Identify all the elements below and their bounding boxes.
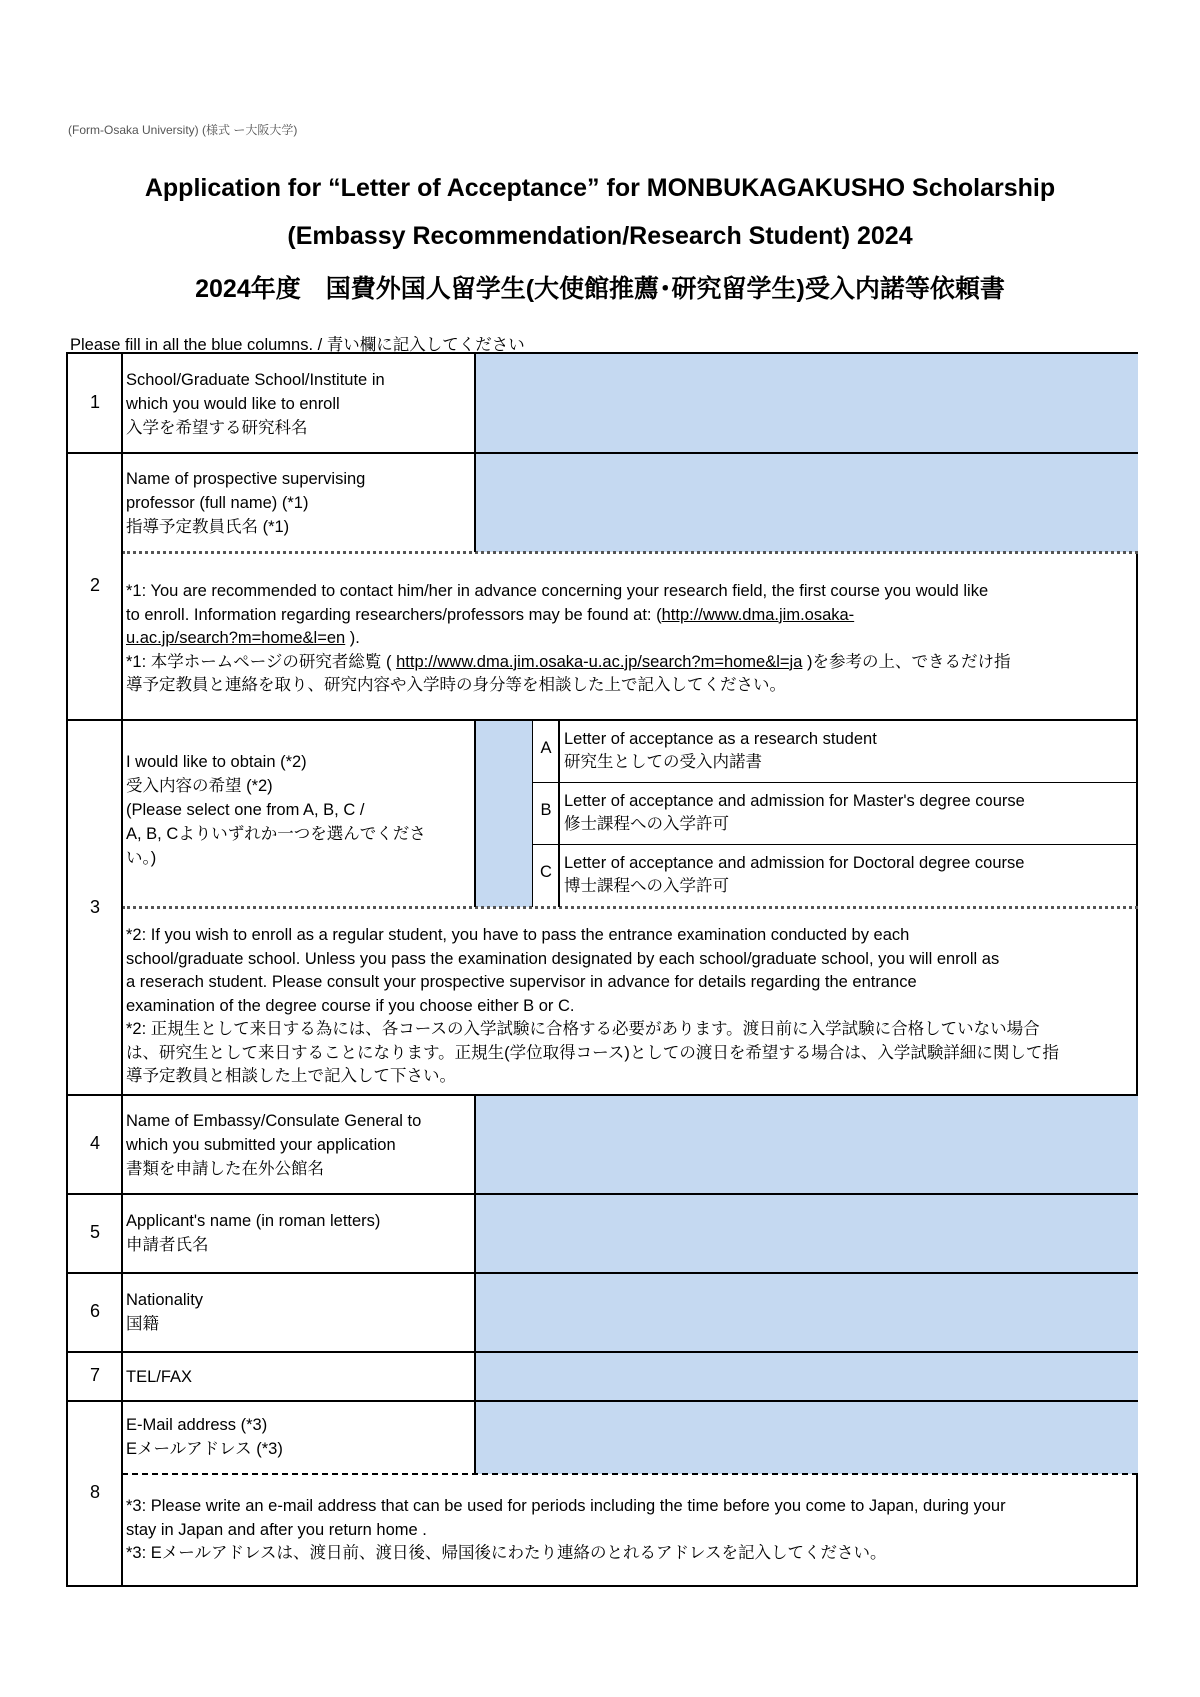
- email-label: E-Mail address (*3) Eメールアドレス (*3): [126, 1416, 283, 1458]
- nationality-label: Nationality 国籍: [126, 1291, 204, 1333]
- application-form-table: [66, 352, 1138, 1587]
- option-border: [532, 844, 1138, 845]
- row-border: [68, 1094, 1138, 1096]
- acceptance-choice-input[interactable]: [476, 720, 532, 907]
- tel-fax-label: TEL/FAX: [126, 1368, 193, 1386]
- note-divider: [122, 906, 1138, 909]
- row-border: [68, 719, 1138, 721]
- column-border: [474, 720, 476, 907]
- row-border: [68, 1193, 1138, 1195]
- school-label: School/Graduate School/Institute in which you would like to enroll 入学を希望する研究科名: [126, 371, 385, 437]
- row-number: 1: [89, 392, 100, 412]
- note-2: *2: If you wish to enroll as a regular student, you have to pass the entrance examination conducted by each school/graduate school. Unless you pass the examination designated by each school/graduate school, you will enroll as a reserach student. Please consult your prospective supervisor in advance for details regarding the entrance examination of the degree course if you choose either B or C. *2: 正規生として来日する為には、各コースの入学試験に合格する必要があります。渡日前に入学試験に合格していない場合 は、研究生として来日することになります。正規生(学位取得コース)としての渡日を希望する場合は、入学試験詳細に関して指 導予定教員と相談した上で記入して下さい。: [126, 926, 1059, 1085]
- row-number: 4: [89, 1133, 100, 1153]
- note-divider: [122, 551, 1138, 554]
- row-number: 8: [89, 1482, 100, 1502]
- option-b-text: Letter of acceptance and admission for Master's degree course 修士課程への入学許可: [564, 792, 1025, 833]
- number-column-border: [121, 354, 123, 1585]
- school-input-field[interactable]: [476, 354, 1138, 453]
- researcher-directory-link-en[interactable]: http://www.dma.jim.osaka-: [661, 605, 855, 624]
- column-border: [474, 1095, 476, 1474]
- option-a-key: A: [540, 739, 552, 757]
- acceptance-type-label: I would like to obtain (*2) 受入内容の希望 (*2) (Please select one from A, B, C / A, B, Cよりいずれか一つを選んでくださ い。): [126, 753, 426, 867]
- row-border: [68, 1351, 1138, 1353]
- note-1: *1: You are recommended to contact him/her in advance concerning your research field, the first course you would like to enroll. Information regarding researchers/professors may be found at: (http://www.dma.jim.osaka- u.ac.jp/search?m=home&l=en ). *1: 本学ホームページの研究者総覧 ( http://www.dma.jim.osaka-u.ac.jp/search?m=home&l=ja )を参考の上、できるだけ指 導予定教員と連絡を取り、研究内容や入学時の身分等を相談した上で記入してください。: [126, 582, 1011, 694]
- row-border: [68, 1400, 1138, 1402]
- supervisor-label: Name of prospective supervising professor (full name) (*1) 指導予定教員氏名 (*1): [126, 470, 366, 536]
- embassy-input-field[interactable]: [476, 1095, 1138, 1194]
- email-input-field[interactable]: [476, 1401, 1138, 1474]
- option-c-text: Letter of acceptance and admission for Doctoral degree course 博士課程への入学許可: [564, 854, 1025, 895]
- applicant-name-input-field[interactable]: [476, 1194, 1138, 1273]
- note-3: *3: Please write an e-mail address that can be used for periods including the time before you come to Japan, during your stay in Japan and after you return home . *3: Eメールアドレスは、渡日前、渡日後、帰国後にわたり連絡のとれるアドレスを記入してください。: [126, 1497, 1006, 1562]
- row-number: 6: [89, 1301, 100, 1321]
- row-number: 7: [89, 1365, 100, 1385]
- row-border: [68, 452, 1138, 454]
- applicant-name-label: Applicant's name (in roman letters) 申請者氏名: [126, 1212, 381, 1254]
- page-subtitle: (Embassy Recommendation/Research Student) 2024: [287, 222, 913, 250]
- page-title-japanese: 2024年度 国費外国人留学生(大使館推薦･研究留学生)受入内諾等依頼書: [195, 275, 1005, 303]
- row-number: 3: [89, 897, 100, 917]
- option-b-key: B: [540, 801, 552, 819]
- row-number: 5: [89, 1222, 100, 1242]
- row-number: 2: [89, 575, 100, 595]
- option-border: [532, 782, 1138, 783]
- embassy-label: Name of Embassy/Consulate General to which you submitted your application 書類を申請した在外公館名: [126, 1112, 422, 1178]
- note-divider: [122, 1473, 1138, 1475]
- column-border: [474, 354, 476, 552]
- option-c-key: C: [540, 863, 552, 881]
- row-border: [68, 1272, 1138, 1274]
- researcher-directory-link-ja[interactable]: http://www.dma.jim.osaka-u.ac.jp/search?m=home&l=ja: [396, 652, 803, 671]
- fill-instruction: Please fill in all the blue columns. / 青い欄に記入してください: [70, 336, 525, 354]
- researcher-directory-link-en-cont[interactable]: u.ac.jp/search?m=home&l=en: [126, 629, 346, 647]
- supervisor-input-field[interactable]: [476, 453, 1138, 552]
- tel-fax-input-field[interactable]: [476, 1352, 1138, 1401]
- option-a-text: Letter of acceptance as a research student 研究生としての受入内諾書: [564, 730, 877, 771]
- form-code: (Form-Osaka University) (様式 ー大阪大学): [68, 123, 298, 137]
- nationality-input-field[interactable]: [476, 1273, 1138, 1352]
- page-title: Application for “Letter of Acceptance” for MONBUKAGAKUSHO Scholarship: [144, 174, 1056, 202]
